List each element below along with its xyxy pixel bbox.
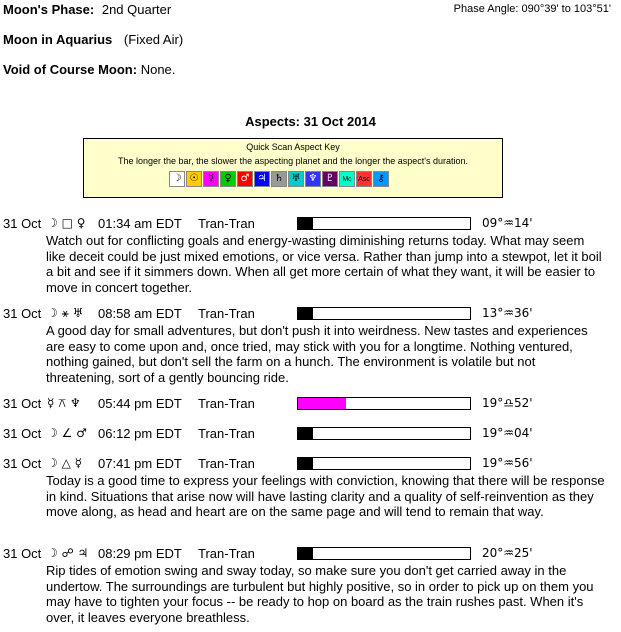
key-moon-icon: ☽ [169, 171, 185, 187]
moon-phase-value: 2nd Quarter [101, 2, 172, 17]
aspect-position: 09°♒14' [482, 216, 533, 230]
key-pluto-icon: ♇ [322, 171, 338, 187]
aspect-symbols: ☽ △ ☿ [47, 456, 82, 470]
void-of-course-label: Void of Course Moon: [3, 62, 138, 77]
key-jupiter-icon: ♃ [254, 171, 270, 187]
key-saturn-icon: ♄ [271, 171, 287, 187]
aspect-duration-bar [297, 217, 471, 230]
void-of-course-value: None. [140, 62, 176, 77]
aspect-time: 06:12 pm EDT [98, 426, 182, 441]
key-venus-icon: ♀ [220, 171, 236, 187]
key-mars-icon: ♂ [237, 171, 253, 187]
aspect-duration-bar-fill [298, 428, 313, 439]
moon-sign-row [3, 32, 183, 47]
aspect-position: 19°♒04' [482, 426, 533, 440]
aspect-description: Watch out for conflicting goals and energy-wasting diminishing returns today. What may seem like deceit could be just mixed emotions, or vice versa. Rather than jump into a stewpot, let it boil a bit and see if it simmers down. When all get more certain of what they want, it will be easier to move in concert together. [46, 233, 602, 295]
phase-angle: Phase Angle: 090°39' to 103°51' [453, 3, 611, 15]
aspect-type: Tran-Tran [198, 216, 255, 231]
key-chiron-icon: ⚷ [373, 171, 389, 187]
key-uranus-icon: ♅ [288, 171, 304, 187]
aspect-key-title: Quick Scan Aspect Key [246, 142, 340, 152]
aspect-type: Tran-Tran [198, 306, 255, 321]
aspect-time: 07:41 pm EDT [98, 456, 182, 471]
aspect-type: Tran-Tran [198, 426, 255, 441]
aspect-date: 31 Oct [3, 306, 42, 321]
key-midheaven-icon: Mc [339, 171, 355, 187]
aspect-description: A good day for small adventures, but don't push it into weirdness. New tastes and experiences are easy to come upon and, once tried, may stick with you for a longtime. Nothing ventured, nothing gained, but don't sell the farm on a hunch. The environment is volatile but not threatening, sort of a gently bouncing ride. [46, 323, 588, 385]
aspect-position: 19°♒56' [482, 456, 533, 470]
aspect-type: Tran-Tran [198, 396, 255, 411]
aspect-duration-bar [297, 427, 471, 440]
aspect-position: 20°♒25' [482, 546, 533, 560]
aspect-type: Tran-Tran [198, 546, 255, 561]
aspect-duration-bar [297, 547, 471, 560]
aspect-position: 19°♎52' [482, 396, 533, 410]
aspect-duration-bar-fill [298, 458, 313, 469]
aspect-symbols: ☽ ⚹ ♅ [47, 306, 84, 320]
aspect-duration-bar-fill [298, 548, 313, 559]
key-mercury-icon: ☿ [203, 171, 219, 187]
key-ascendant-icon: Asc [356, 171, 372, 187]
moon-sign-value: (Fixed Air) [123, 32, 184, 47]
aspect-symbols: ☿ ⚻ ♆ [47, 396, 81, 410]
aspect-time: 08:29 pm EDT [98, 546, 182, 561]
aspect-duration-bar [297, 397, 471, 410]
aspect-key-color-strip [169, 171, 390, 187]
aspect-key-box [83, 138, 503, 198]
aspect-time: 01:34 am EDT [98, 216, 182, 231]
aspect-date: 31 Oct [3, 546, 42, 561]
aspect-duration-bar-fill [298, 398, 346, 409]
key-neptune-icon: ♆ [305, 171, 321, 187]
moon-phase-label: Moon's Phase: [3, 2, 95, 17]
aspect-date: 31 Oct [3, 456, 42, 471]
aspect-date: 31 Oct [3, 216, 42, 231]
aspect-key-description: The longer the bar, the slower the aspecting planet and the longer the aspect's duration. [118, 156, 468, 166]
moon-sign-label: Moon in Aquarius [3, 32, 113, 47]
aspect-description: Today is a good time to express your feelings with conviction, knowing that there will be response in kind. Situations that arise now will have lasting clarity and a quality of self-reinvention as they move along, as head and heart are on the same page and will tend to remain that way. [46, 473, 605, 520]
aspect-symbols: ☽ ∠ ♂ [47, 426, 87, 440]
aspects-title: Aspects: 31 Oct 2014 [245, 114, 376, 129]
aspect-duration-bar-fill [298, 218, 313, 229]
aspect-date: 31 Oct [3, 426, 42, 441]
aspect-description: Rip tides of emotion swing and sway today, so make sure you don't get carried away in the undertow. The surroundings are turbulent but highly positive, so in order to pick up on them you may have to tighten your focus -- be ready to hop on board as the train rushes past. When it's over, it leaves everyone breathless. [46, 563, 594, 625]
aspect-duration-bar [297, 457, 471, 470]
void-of-course-row [3, 62, 175, 77]
key-sun-icon: ☉ [186, 171, 202, 187]
aspect-time: 08:58 am EDT [98, 306, 182, 321]
aspect-duration-bar [297, 307, 471, 320]
aspect-type: Tran-Tran [198, 456, 255, 471]
aspect-symbols: ☽ □ ♀ [47, 216, 86, 230]
moon-phase-row [3, 2, 171, 17]
aspect-date: 31 Oct [3, 396, 42, 411]
aspect-symbols: ☽ ☍ ♃ [47, 546, 89, 560]
aspect-position: 13°♒36' [482, 306, 533, 320]
aspect-time: 05:44 pm EDT [98, 396, 182, 411]
aspect-duration-bar-fill [298, 308, 313, 319]
